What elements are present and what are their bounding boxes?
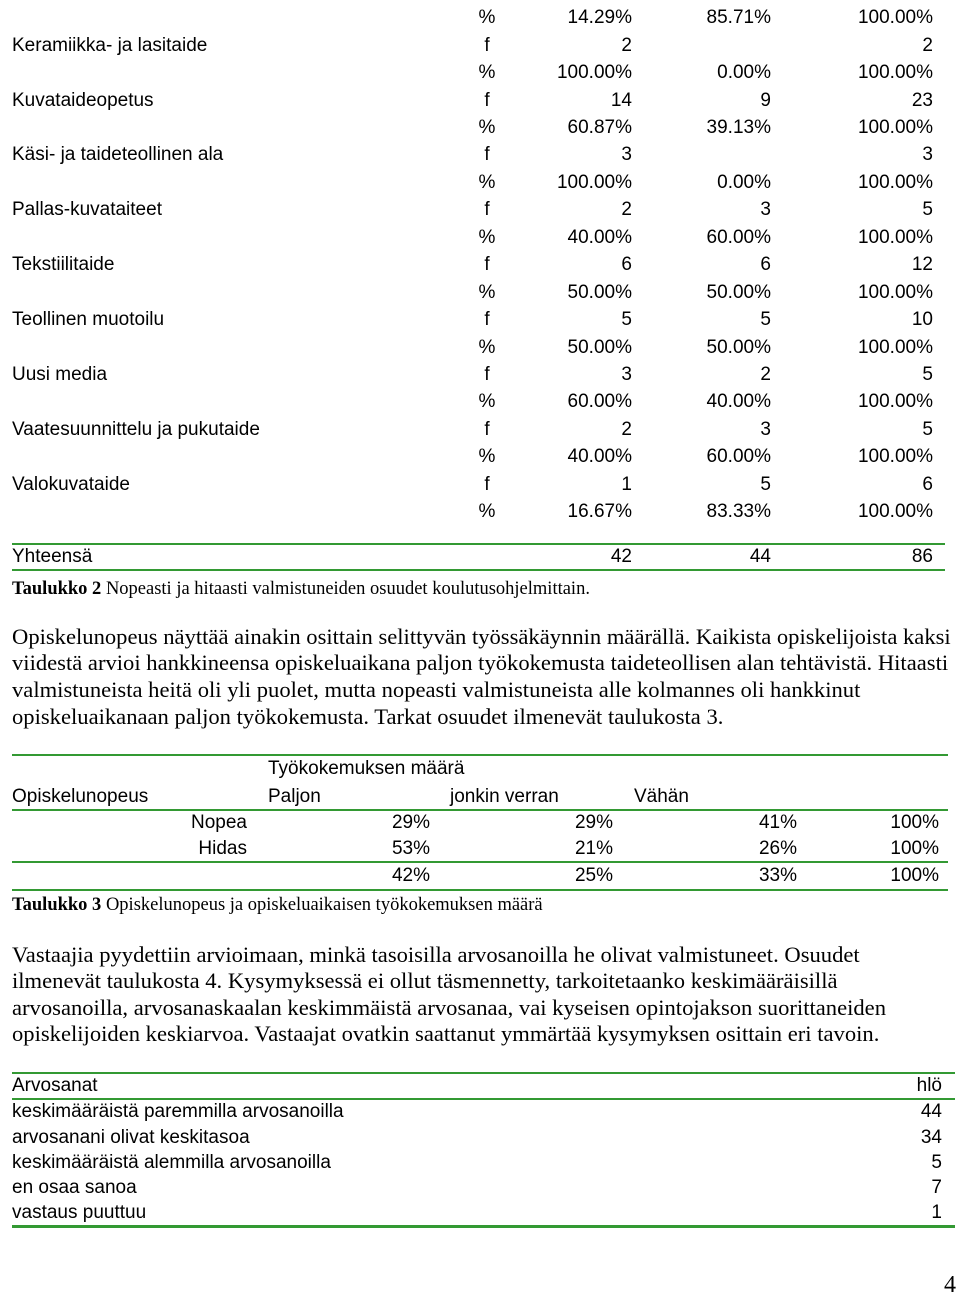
measure-type: % bbox=[478, 391, 496, 413]
column-header: Paljon bbox=[268, 786, 321, 807]
table-row bbox=[0, 279, 960, 306]
row-total-value: 100.00% bbox=[857, 446, 933, 468]
table-rule bbox=[12, 889, 948, 891]
caption-number: Taulukko 3 bbox=[12, 895, 102, 915]
measure-type: % bbox=[478, 7, 496, 29]
measure-type: % bbox=[478, 62, 496, 84]
group-header: Työkokemuksen määrä bbox=[268, 758, 465, 779]
second-group-value: 5 bbox=[760, 309, 771, 331]
respondent-count: 34 bbox=[920, 1126, 942, 1148]
row-total-value: 3 bbox=[922, 144, 933, 166]
grand-total: 100% bbox=[890, 865, 939, 886]
row-total-value: 100.00% bbox=[857, 7, 933, 29]
programme-name: Pallas-kuvataiteet bbox=[12, 199, 162, 221]
body-paragraph bbox=[12, 624, 951, 731]
second-group-value: 0.00% bbox=[717, 62, 771, 84]
row-total-value: 5 bbox=[922, 418, 933, 440]
percent-value: 26% bbox=[758, 838, 797, 859]
first-group-value: 2 bbox=[621, 418, 632, 440]
programme-name: Keramiikka- ja lasitaide bbox=[12, 34, 208, 56]
row-total-value: 10 bbox=[911, 309, 933, 331]
measure-type: % bbox=[478, 501, 496, 523]
table-row bbox=[0, 224, 960, 251]
second-group-value: 2 bbox=[760, 363, 771, 385]
table-row bbox=[0, 471, 960, 498]
second-group-value: 5 bbox=[760, 473, 771, 495]
total-percent: 42% bbox=[391, 865, 430, 886]
total-percent: 25% bbox=[574, 865, 613, 886]
total-label: Yhteensä bbox=[12, 546, 93, 567]
table-row bbox=[0, 169, 960, 196]
second-group-value: 83.33% bbox=[706, 501, 771, 523]
row-total-value: 100.00% bbox=[857, 62, 933, 84]
first-group-value: 100.00% bbox=[556, 171, 632, 193]
programme-name: Vaatesuunnittelu ja pukutaide bbox=[12, 418, 260, 440]
table-row bbox=[0, 416, 960, 443]
percent-value: 29% bbox=[391, 812, 430, 833]
programme-name: Kuvataideopetus bbox=[12, 89, 154, 111]
speed-label: Hidas bbox=[198, 838, 247, 859]
table-row bbox=[0, 837, 960, 861]
paragraph-line: arvosanoilla, arvosanaskaalan keskimmäistä arvosanaa, vai kyseisen opintojakson suorittaneiden bbox=[12, 994, 886, 1020]
table-row bbox=[0, 811, 960, 835]
first-group-value: 14 bbox=[610, 89, 632, 111]
paragraph-line: opiskelijoiden keskiarvoa. Vastaajat ovatkin saattanut ymmärtää kysymyksen osittain eri tavoin. bbox=[12, 1021, 880, 1047]
total-percent: 33% bbox=[758, 865, 797, 886]
header-row bbox=[0, 785, 960, 809]
table-row bbox=[0, 1150, 960, 1175]
first-group-value: 5 bbox=[621, 309, 632, 331]
table-caption bbox=[12, 894, 543, 916]
measure-type: f bbox=[484, 473, 490, 495]
first-group-value: 60.87% bbox=[567, 117, 632, 139]
respondent-count: 5 bbox=[931, 1151, 942, 1173]
row-total-value: 5 bbox=[922, 199, 933, 221]
measure-type: f bbox=[484, 254, 490, 276]
body-paragraph bbox=[12, 942, 886, 1048]
percent-value: 53% bbox=[391, 838, 430, 859]
measure-type: f bbox=[484, 89, 490, 111]
programme-name: Tekstiilitaide bbox=[12, 254, 115, 276]
row-total-value: 5 bbox=[922, 363, 933, 385]
measure-type: % bbox=[478, 336, 496, 358]
first-group-total: 42 bbox=[610, 546, 632, 567]
first-group-value: 14.29% bbox=[567, 7, 632, 29]
paragraph-line: valmistuneista heitä oli yli puolet, mutta nopeasti valmistuneista alle kolmannes oli hankkinut bbox=[12, 676, 861, 702]
first-group-value: 6 bbox=[621, 254, 632, 276]
paragraph-line: Vastaajia pyydettiin arvioimaan, minkä tasoisilla arvosanoilla he olivat valmistuneet. Osuudet bbox=[12, 941, 860, 967]
row-total-value: 2 bbox=[922, 34, 933, 56]
second-group-value: 50.00% bbox=[706, 281, 771, 303]
grade-category: keskimääräistä alemmilla arvosanoilla bbox=[12, 1151, 331, 1173]
percent-value: 29% bbox=[574, 812, 613, 833]
table-row bbox=[0, 334, 960, 361]
table-row bbox=[0, 4, 960, 31]
paragraph-line: viidestä arvioi hankkineensa opiskeluaikana paljon työkokemusta taideteollisen alan tehtävistä. Hitaasti bbox=[12, 650, 949, 676]
measure-type: f bbox=[484, 309, 490, 331]
second-group-value: 39.13% bbox=[706, 117, 771, 139]
measure-type: % bbox=[478, 446, 496, 468]
table-rule bbox=[12, 861, 948, 863]
second-group-value: 0.00% bbox=[717, 171, 771, 193]
programme-results-table bbox=[0, 4, 960, 525]
programme-name: Teollinen muotoilu bbox=[12, 309, 165, 331]
second-group-total: 44 bbox=[749, 546, 771, 567]
first-group-value: 3 bbox=[621, 363, 632, 385]
measure-type: f bbox=[484, 199, 490, 221]
table-row bbox=[0, 1099, 960, 1124]
measure-type: % bbox=[478, 117, 496, 139]
grade-category: keskimääräistä paremmilla arvosanoilla bbox=[12, 1101, 344, 1123]
measure-type: % bbox=[478, 281, 496, 303]
column-header: Opiskelunopeus bbox=[12, 786, 149, 807]
first-group-value: 2 bbox=[621, 34, 632, 56]
second-group-value: 3 bbox=[760, 418, 771, 440]
table-row bbox=[0, 306, 960, 333]
grand-total: 86 bbox=[911, 546, 933, 567]
second-group-value: 60.00% bbox=[706, 226, 771, 248]
row-total-value: 100.00% bbox=[857, 336, 933, 358]
speed-label: Nopea bbox=[191, 812, 247, 833]
table-rule bbox=[12, 569, 945, 571]
group-header-row bbox=[0, 757, 960, 781]
second-group-value: 50.00% bbox=[706, 336, 771, 358]
respondent-count: 7 bbox=[931, 1177, 942, 1198]
row-total-value: 100.00% bbox=[857, 171, 933, 193]
row-total-value: 100.00% bbox=[857, 226, 933, 248]
row-total-value: 12 bbox=[911, 254, 933, 276]
table-row bbox=[0, 32, 960, 59]
row-total-value: 100% bbox=[890, 812, 939, 833]
measure-type: f bbox=[484, 34, 490, 56]
column-header: Vähän bbox=[634, 786, 689, 807]
page-number: 4 bbox=[944, 1272, 956, 1297]
measure-type: f bbox=[484, 418, 490, 440]
table-rule bbox=[12, 1225, 955, 1228]
paragraph-line: Opiskelunopeus näyttää ainakin osittain selittyvän työssäkäynnin määrällä. Kaikista opiskelijoista kaksi bbox=[12, 623, 951, 649]
table-row bbox=[0, 1125, 960, 1150]
table-row bbox=[0, 388, 960, 415]
column-header: jonkin verran bbox=[450, 786, 559, 807]
grade-category: vastaus puuttuu bbox=[12, 1202, 147, 1224]
first-group-value: 60.00% bbox=[567, 391, 632, 413]
table-row bbox=[0, 443, 960, 470]
measure-type: % bbox=[478, 226, 496, 248]
first-group-value: 50.00% bbox=[567, 336, 632, 358]
header-row bbox=[0, 1074, 960, 1098]
second-group-value: 3 bbox=[760, 199, 771, 221]
row-total-value: 23 bbox=[911, 89, 933, 111]
table-row bbox=[0, 1200, 960, 1225]
table-rule bbox=[12, 754, 948, 756]
programme-name: Käsi- ja taideteollinen ala bbox=[12, 144, 224, 166]
row-total-value: 100.00% bbox=[857, 391, 933, 413]
second-group-value: 6 bbox=[760, 254, 771, 276]
row-total-value: 6 bbox=[922, 473, 933, 495]
table-row bbox=[0, 361, 960, 388]
second-group-value: 85.71% bbox=[706, 7, 771, 29]
row-total-value: 100% bbox=[890, 838, 939, 859]
second-group-value: 40.00% bbox=[706, 391, 771, 413]
programme-name: Valokuvataide bbox=[12, 473, 130, 495]
table-row bbox=[0, 251, 960, 278]
table-row bbox=[0, 87, 960, 114]
first-group-value: 40.00% bbox=[567, 446, 632, 468]
measure-type: f bbox=[484, 363, 490, 385]
table-row bbox=[0, 498, 960, 525]
row-total-value: 100.00% bbox=[857, 117, 933, 139]
row-total-value: 100.00% bbox=[857, 281, 933, 303]
first-group-value: 50.00% bbox=[567, 281, 632, 303]
paragraph-line: opiskeluaikanaan paljon työkokemusta. Tarkat osuudet ilmenevät taulukosta 3. bbox=[12, 703, 724, 729]
table-row bbox=[0, 196, 960, 223]
first-group-value: 1 bbox=[621, 473, 632, 495]
respondent-count: 44 bbox=[920, 1101, 942, 1123]
column-header: hlö bbox=[916, 1075, 942, 1096]
first-group-value: 2 bbox=[621, 199, 632, 221]
measure-type: % bbox=[478, 171, 496, 193]
caption-text: Nopeasti ja hitaasti valmistuneiden osuudet koulutusohjelmittain. bbox=[105, 579, 590, 599]
table-row bbox=[0, 114, 960, 141]
grade-category: en osaa sanoa bbox=[12, 1177, 137, 1198]
caption-number: Taulukko 2 bbox=[12, 579, 102, 599]
paragraph-line: ilmenevät taulukosta 4. Kysymyksessä ei ollut täsmennetty, tarkoitetaanko keskimääräisillä bbox=[12, 968, 838, 994]
grade-category: arvosanani olivat keskitasoa bbox=[12, 1126, 250, 1148]
table-row bbox=[0, 141, 960, 168]
total-row bbox=[0, 545, 960, 569]
column-header: Arvosanat bbox=[12, 1075, 98, 1096]
programme-name: Uusi media bbox=[12, 363, 108, 385]
second-group-value: 60.00% bbox=[706, 446, 771, 468]
first-group-value: 16.67% bbox=[567, 501, 632, 523]
first-group-value: 40.00% bbox=[567, 226, 632, 248]
caption-text: Opiskelunopeus ja opiskeluaikaisen työkokemuksen määrä bbox=[105, 895, 543, 915]
percent-value: 21% bbox=[574, 838, 613, 859]
respondent-count: 1 bbox=[931, 1202, 942, 1224]
second-group-value: 9 bbox=[760, 89, 771, 111]
row-total-value: 100.00% bbox=[857, 501, 933, 523]
table-row bbox=[0, 1175, 960, 1200]
first-group-value: 3 bbox=[621, 144, 632, 166]
table-row bbox=[0, 59, 960, 86]
table-caption bbox=[12, 578, 590, 600]
total-row bbox=[0, 864, 960, 888]
first-group-value: 100.00% bbox=[556, 62, 632, 84]
percent-value: 41% bbox=[758, 812, 797, 833]
measure-type: f bbox=[484, 144, 490, 166]
